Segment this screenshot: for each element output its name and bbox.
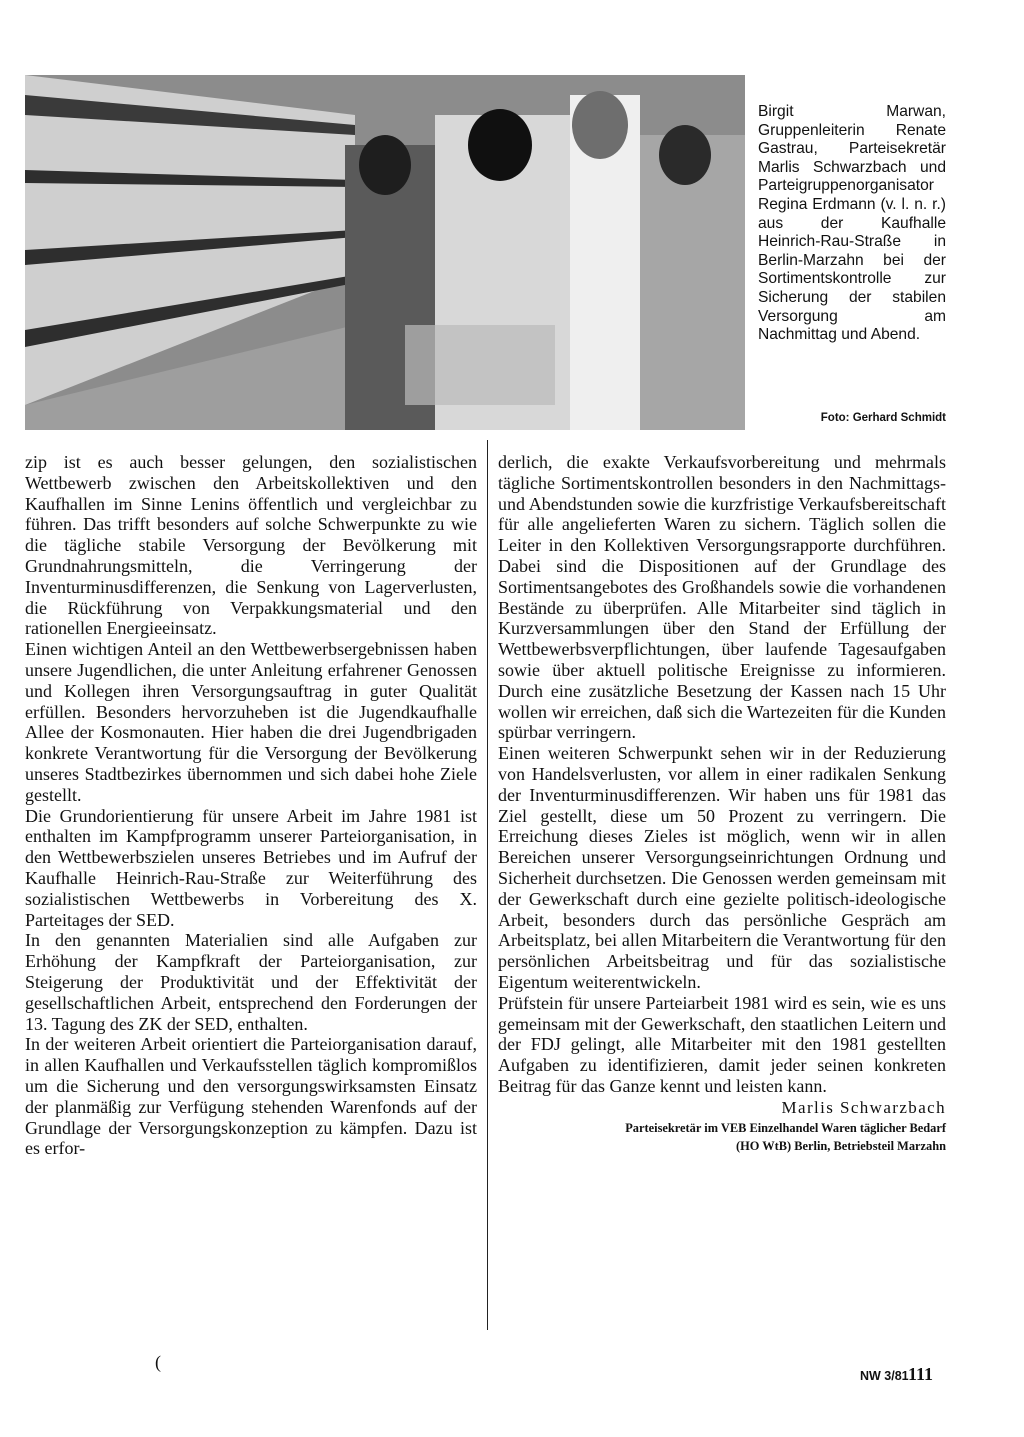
- paragraph: Prüfstein für unsere Parteiarbeit 1981 wird es sein, wie es uns gemeinsam mit der Gewerkschaft, den staatlichen Leitern und der FDJ gelingt, alle Mitarbeiter mit den 1981 gestellten Aufgaben zu identifizieren, damit jeder seinen konkreten Beitrag für das Ganze kennt und leisten kann.: [498, 992, 946, 1096]
- paragraph: In den genannten Materialien sind alle Aufgaben zur Erhöhung der Kampfkraft der Parteiorganisation, zur Steigerung der Produktivität und der Effektivität der gesellschaftlichen Arbeit, entsprechend den Forderungen der 13. Tagung des ZK der SED, enthalten.: [25, 930, 477, 1034]
- author-role-line2: (HO WtB) Berlin, Betriebsteil Marzahn: [735, 1138, 946, 1153]
- page-number: 111: [908, 1364, 934, 1384]
- margin-mark: (: [155, 1352, 161, 1372]
- right-column: [498, 452, 946, 1155]
- supermarket-photo-illustration: [25, 75, 745, 430]
- column-divider: [487, 440, 488, 1330]
- left-column: [25, 452, 477, 1159]
- author-name: Marlis Schwarzbach: [781, 1097, 946, 1117]
- article-photo: [25, 75, 745, 430]
- photo-caption: Birgit Marwan, Gruppenleiterin Renate Gastrau, Parteisekretär Marlis Schwarzbach und Parteigruppenorganisator Regina Erdmann (v. l. n. r.) aus der Kaufhalle Heinrich-Rau-Straße in Berlin-Marzahn bei der Sortimentskontrolle zur Sicherung der stabilen Versorgung am Nachmittag und Abend.: [758, 103, 946, 344]
- paragraph: derlich, die exakte Verkaufsvorbereitung und mehrmals tägliche Sortimentskontrollen besonders in den Nachmittags- und Abendstunden sowie die kurzfristige Verkaufsbereitschaft für alle angelieferten Waren zu sichern. Täglich sollen die Leiter in den Kollektiven Versorgungsrapporte durchführen. Dabei sind die Dispositionen auf der Grundlage des Sortimentsangebotes des Großhandels sowie die vorhandenen Bestände zu überprüfen. Alle Mitarbeiter sind täglich in Kurzversammlungen über den Stand der Erfüllung der Wettbewerbsverpflichtungen, über laufende Tagesaufgaben sowie über aktuell politische Ereignisse zu informieren. Durch eine zusätzliche Besetzung der Kassen nach 15 Uhr wollen wir erreichen, daß sich die Wartezeiten für die Kunden spürbar verringern.: [498, 452, 946, 743]
- journal-issue: NW 3/81: [860, 1369, 909, 1383]
- paragraph: zip ist es auch besser gelungen, den sozialistischen Wettbewerb zwischen den Arbeitskollektiven und den Kaufhallen im Sinne Lenins öffentlich und vergleichbar zu führen. Das trifft besonders auf solche Schwerpunkte zu wie die tägliche stabile Versorgung der Bevölkerung mit Grundnahrungsmitteln, die Verringerung der Inventurminusdifferenzen, die Senkung von Lagerverlusten, die Rückführung von Verpakkungsmaterial und den rationellen Energieeinsatz.: [25, 452, 477, 639]
- paragraph: In der weiteren Arbeit orientiert die Parteiorganisation darauf, in allen Kaufhallen und Verkaufsstellen täglich kompromißlos um die Sicherung und den versorgungswirksamsten Einsatz der planmäßig zur Verfügung stehenden Warenfonds auf der Grundlage der Versorgungskonzeption zu kämpfen. Dazu ist es erfor-: [25, 1034, 477, 1159]
- photo-credit: Foto: Gerhard Schmidt: [820, 412, 946, 424]
- paragraph: Einen wichtigen Anteil an den Wettbewerbsergebnissen haben unsere Jugendlichen, die unter Anleitung erfahrener Genossen und Kollegen ihren Versorgungsauftrag in guter Qualität erfüllen. Besonders hervorzuheben ist die Jugendkaufhalle Allee der Kosmonauten. Hier haben die drei Jugendbrigaden konkrete Verantwortung für die Versorgung der Bevölkerung unseres Stadtbezirkes übernommen und sich dabei hohe Ziele gestellt.: [25, 639, 477, 805]
- paragraph: Die Grundorientierung für unsere Arbeit im Jahre 1981 ist enthalten im Kampfprogramm unserer Parteiorganisation, in den Wettbewerbszielen unseres Betriebes und im Aufruf der Kaufhalle Heinrich-Rau-Straße zur Weiterführung des sozialistischen Wettbewerbs in Vorbereitung des X. Parteitages der SED.: [25, 805, 477, 930]
- author-role-line1: Parteisekretär im VEB Einzelhandel Waren täglicher Bedarf: [625, 1120, 946, 1135]
- paragraph: Einen weiteren Schwerpunkt sehen wir in der Reduzierung von Handelsverlusten, vor allem in einer radikalen Senkung der Inventurminusdifferenzen. Wir haben uns für 1981 das Ziel gestellt, diese um 50 Prozent zu verringern. Die Erreichung dieses Zieles ist möglich, wenn wir in allen Bereichen unserer Versorgungseinrichtungen Ordnung und Sicherheit durchsetzen. Die Genossen werden gemeinsam mit der Gewerkschaft durch eine gezielte politisch-ideologische Arbeit, besonders durch das persönliche Gespräch am Arbeitsplatz, bei allen Mitarbeitern die Verantwortung für den persönlichen Arbeitsbeitrag und für das sozialistische Eigentum weiterentwickeln.: [498, 743, 946, 992]
